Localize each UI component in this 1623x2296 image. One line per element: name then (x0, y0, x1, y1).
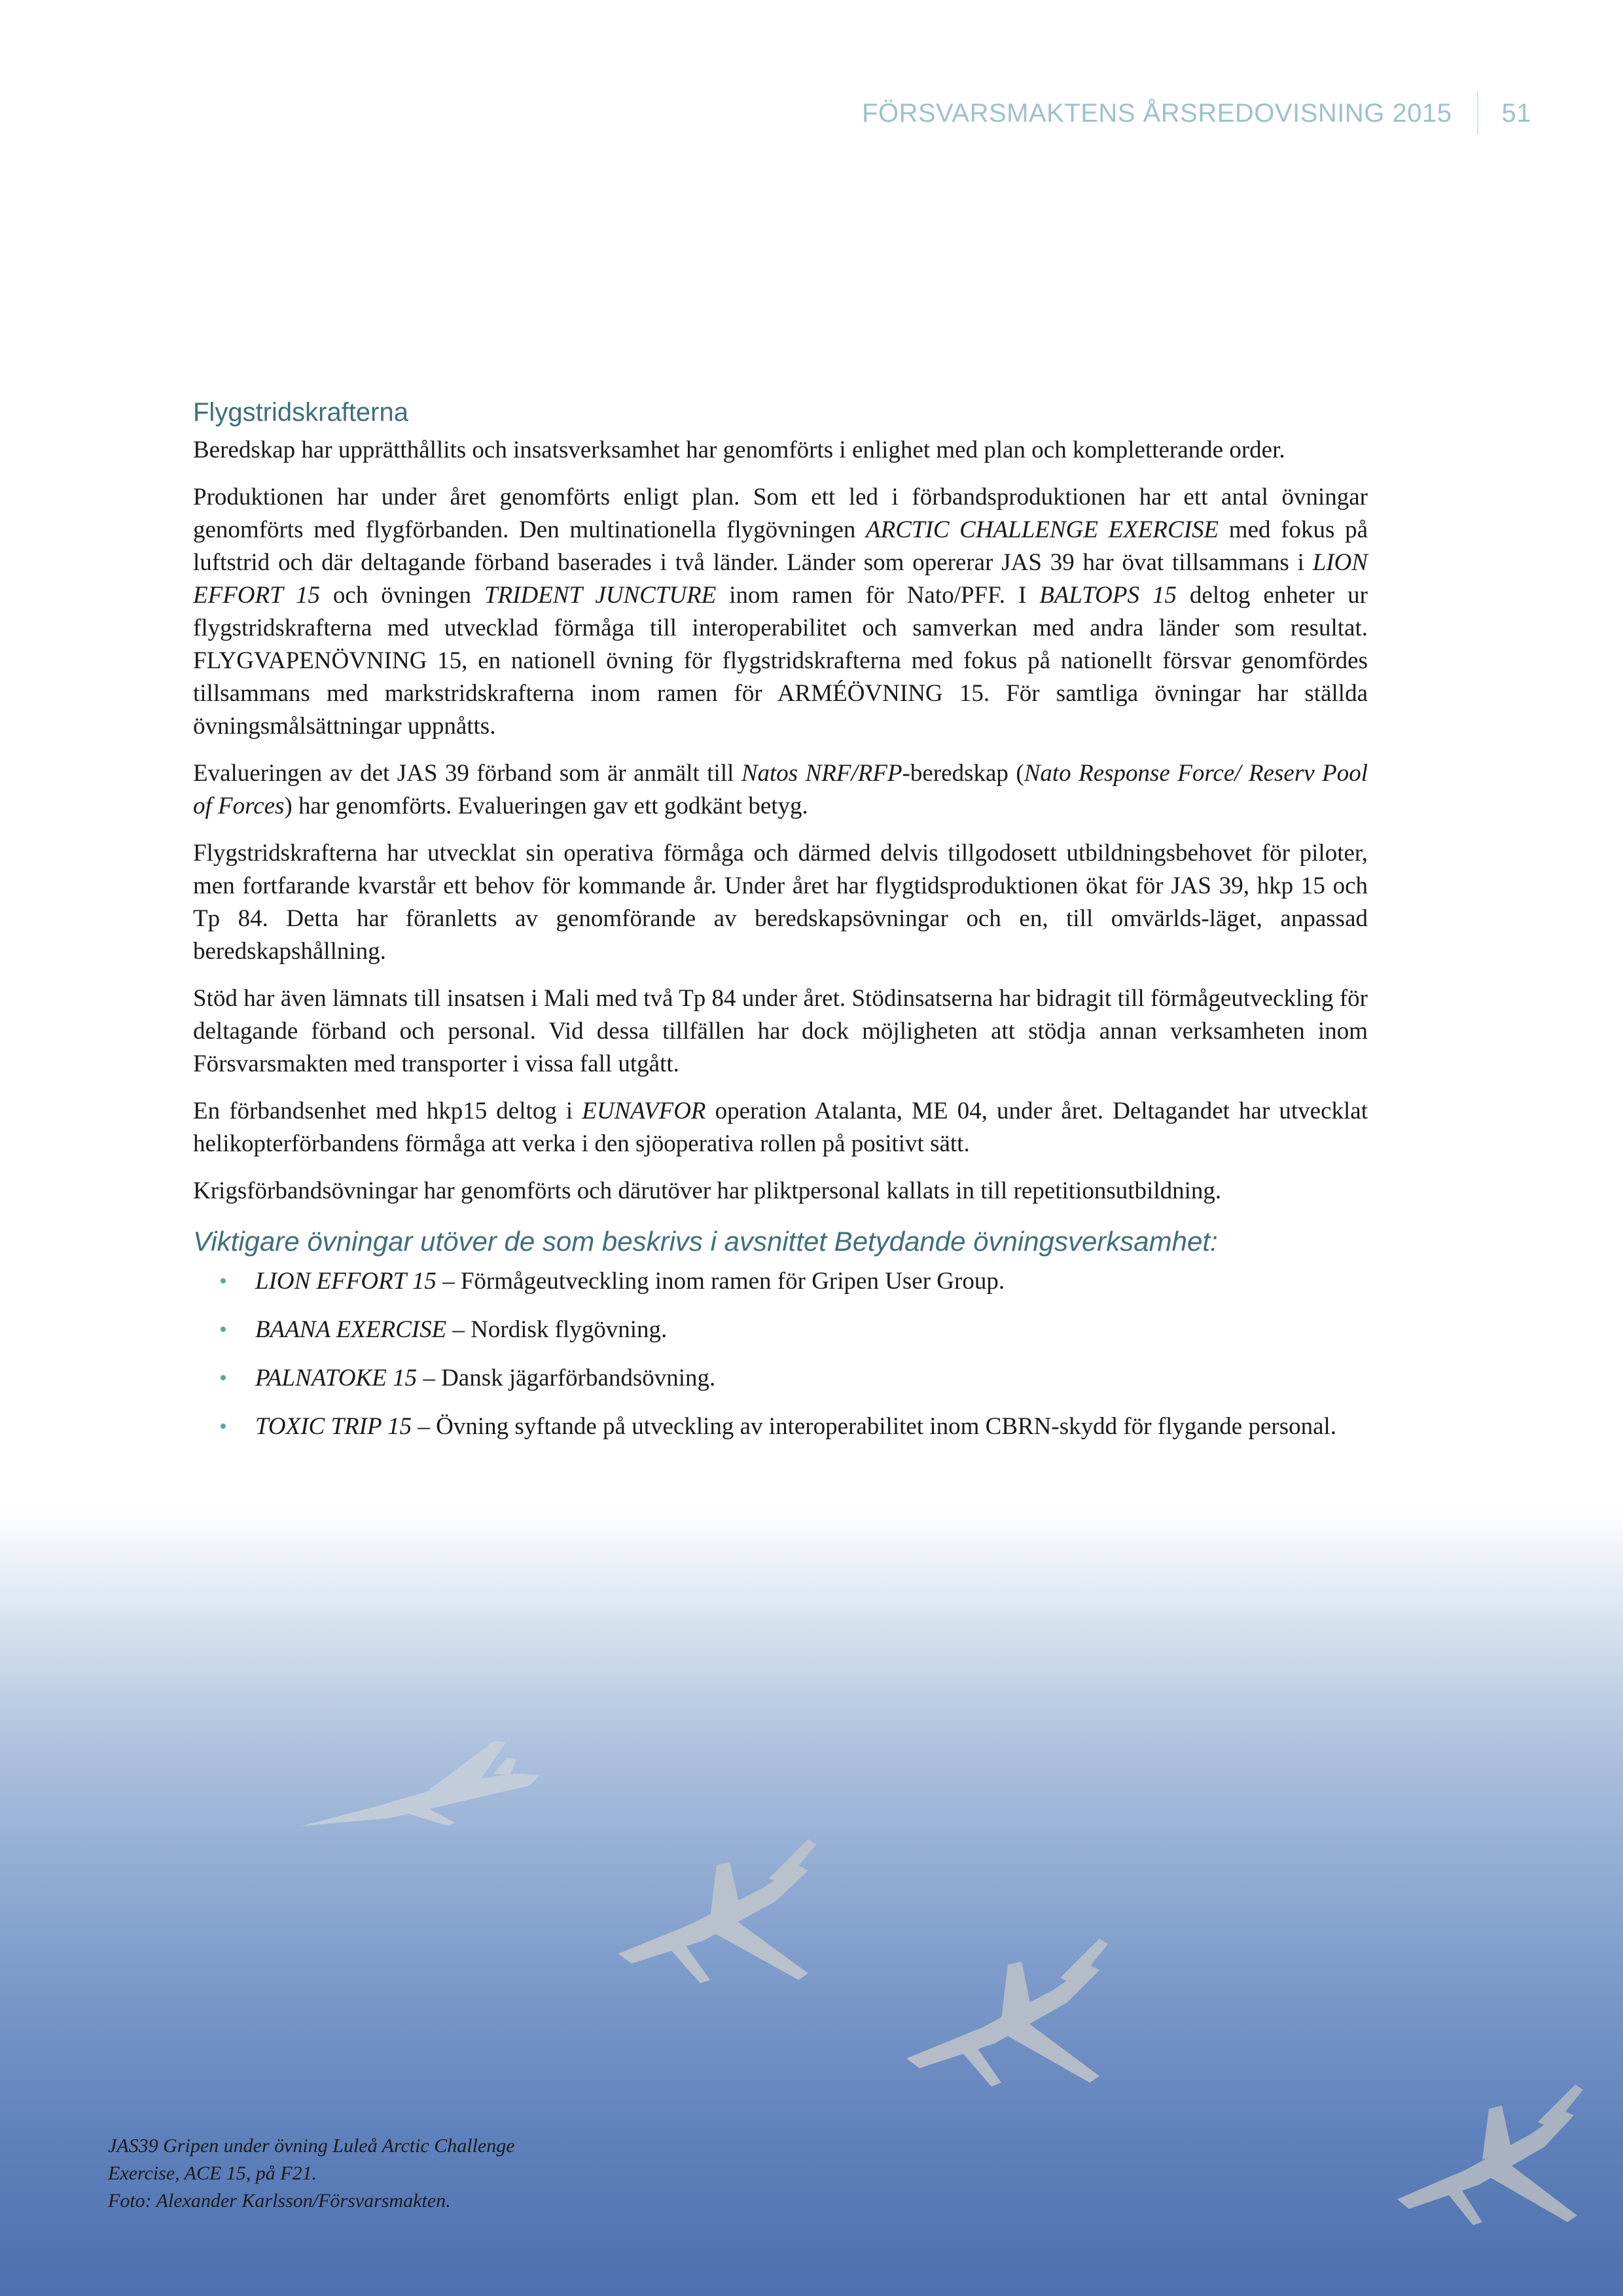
fighter-jet-image (900, 1924, 1116, 2094)
fighter-jet-image (612, 1826, 821, 1990)
header-divider (1477, 92, 1478, 135)
paragraph-war-units: Krigsförbandsövningar har genomförts och därutöver har pliktpersonal kallats in till repetitionsutbildning. (193, 1177, 1222, 1204)
exercise-name: PALNATOKE 15 (255, 1365, 418, 1391)
exercise-name: LION EFFORT 15 (193, 549, 1368, 609)
exercise-name: ARCTIC CHALLENGE EXERCISE (866, 516, 1219, 543)
exercise-description: – Övning syftande på utveckling av interoperabilitet inom CBRN-skydd för flygande personal. (412, 1413, 1337, 1440)
text-run: operation Atalanta, ME 04, under året. Deltagandet har utvecklat helikopterförbandens förmåga att verka i den sjöoperativa rollen på positivt sätt. (193, 1098, 1368, 1157)
list-item (193, 1314, 1342, 1346)
exercises-heading: Viktigare övningar utöver de som beskrivs i avsnittet Betydande övningsverksamhet: (193, 1226, 1218, 1257)
paragraph-mali: Stöd har även lämnats till insatsen i Mali med två Tp 84 under året. Stödinsatserna har bidragit till förmågeutveckling för deltagande förband och personal. Vid dessa tillfällen har dock möjligheten att stödja annan verksamheten inom Försvarsmakten med transporter i vissa fall utgått. (193, 985, 1368, 1077)
exercise-name: TRIDENT JUNCTURE (484, 582, 717, 609)
exercises-list (193, 1265, 1368, 1443)
list-item (193, 1410, 1342, 1443)
exercise-description: – Nordisk flygövning. (446, 1316, 668, 1343)
caption-line: Exercise, ACE 15, på F21. (108, 2162, 317, 2184)
paragraph-eunavfor (193, 1095, 1368, 1160)
fighter-jet-image (298, 1728, 546, 1839)
section-heading: Flygstridskrafterna (193, 398, 408, 427)
exercise-name: TOXIC TRIP 15 (255, 1413, 412, 1440)
italic-term: EUNAVFOR (582, 1098, 706, 1124)
page-header (862, 92, 1531, 135)
list-item (193, 1265, 1342, 1298)
exercise-name: LION EFFORT 15 (255, 1268, 437, 1295)
paragraph-readiness: Beredskap har upprätthållits och insatsverksamhet har genomförts i enlighet med plan och kompletterande order. (193, 437, 1285, 463)
text-run: med fokus på luftstrid och där deltagande förband baserades i två länder. Länder som opererar JAS 39 har övat tillsammans i (193, 516, 1368, 576)
italic-term: Natos NRF/RFP (741, 760, 902, 787)
text-run: ) har genomförts. Evalueringen gav ett godkänt betyg. (284, 793, 808, 819)
italic-term: Nato Response Force/ Reserv Pool of Forces (193, 760, 1368, 819)
text-run: och övningen (319, 582, 484, 609)
caption-credit: Foto: Alexander Karlsson/Försvarsmakten. (108, 2190, 451, 2212)
list-item (193, 1362, 1342, 1395)
text-run: En förbandsenhet med hkp15 deltog i (193, 1098, 582, 1124)
fighter-jet-image (1391, 2068, 1587, 2232)
paragraph-evaluation (193, 757, 1368, 823)
paragraph-capability: Flygstridskrafterna har utvecklat sin operativa förmåga och därmed delvis tillgodosett utbildningsbehovet för piloter, men fortfarande kvarstår ett behov för kommande år. Under året har flygtidsproduktionen ökat för JAS 39, hkp 15 och Tp 84. Detta har föranletts av genomförande av beredskapsövningar och en, till omvärlds-läget, anpassad beredskapshållning. (193, 840, 1368, 965)
text-run: inom ramen för Nato/PFF. I (716, 582, 1040, 609)
text-run: Produktionen har under året genomförts enligt plan. Som ett led i förbandsproduktionen har ett antal övningar genomförts med flygförbanden. Den multinationella flygövningen (193, 484, 1368, 543)
page-number: 51 (1501, 98, 1531, 128)
text-run: deltog enheter ur flygstridskrafterna med utvecklad förmåga till interoperabilitet och samverkan med andra länder som resultat. FLYGVAPENÖVNING 15, en nationell övning för flygstridskrafterna med fokus på nationellt försvar genomfördes tillsammans med markstridskrafterna inom ramen för ARMÉÖVNING 15. För samtliga övningar har ställda övningsmålsättningar uppnåtts. (193, 582, 1368, 740)
exercise-description: – Förmågeutveckling inom ramen för Gripen User Group. (436, 1268, 1005, 1295)
exercise-description: – Dansk jägarförbandsövning. (417, 1365, 716, 1391)
exercise-name: BALTOPS 15 (1039, 582, 1177, 609)
text-run: -beredskap ( (902, 760, 1024, 787)
paragraph-production (193, 481, 1368, 743)
exercise-name: BAANA EXERCISE (255, 1316, 447, 1343)
text-run: Evalueringen av det JAS 39 förband som är anmält till (193, 760, 741, 787)
photo-caption (108, 2132, 632, 2215)
main-content (193, 398, 1368, 1459)
report-title: FÖRSVARSMAKTENS ÅRSREDOVISNING 2015 (862, 98, 1452, 128)
caption-line: JAS39 Gripen under övning Luleå Arctic Challenge (108, 2135, 515, 2157)
